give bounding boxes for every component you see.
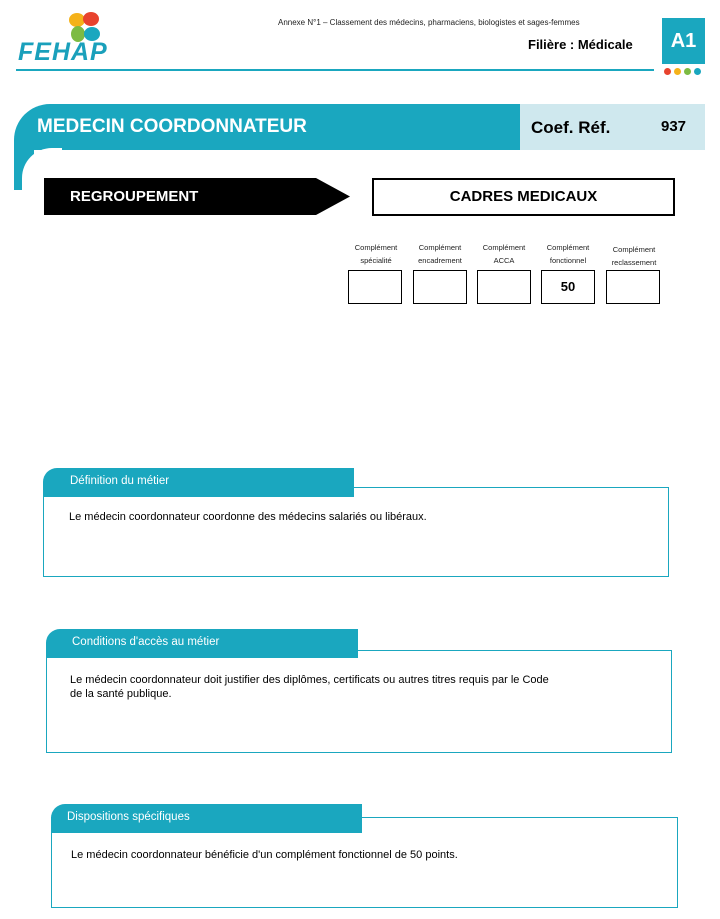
complement-label	[341, 242, 411, 267]
complement-label-line: ACCA	[493, 255, 515, 265]
coef-value: 937	[661, 118, 687, 135]
complement-label-line: encadrement	[418, 255, 462, 265]
complement-acca-field	[477, 270, 531, 304]
complement-label-line: Complément	[612, 245, 656, 254]
page-title: MEDECIN COORDONNATEUR	[37, 116, 307, 137]
complement-label-line: spécialité	[360, 255, 392, 265]
dot-red	[664, 68, 671, 75]
filiere-label: Filière : Médicale	[528, 37, 633, 52]
definition-text: Le médecin coordonnateur coordonne des médecins salariés ou libéraux.	[69, 511, 427, 523]
definition-section	[43, 487, 669, 577]
complement-encadrement-field	[413, 270, 467, 304]
complement-specialite-field	[348, 270, 402, 304]
annexe-caption: Annexe N°1 – Classement des médecins, pharmaciens, biologistes et sages-femmes	[278, 18, 580, 27]
complement-label-line: reclassement	[611, 257, 657, 267]
header-divider	[16, 69, 654, 71]
complement-label-line: Complément	[482, 243, 526, 252]
dispositions-title: Dispositions spécifiques	[67, 811, 190, 823]
conditions-text-line2: de la santé publique.	[70, 688, 172, 700]
complement-label-line: Complément	[354, 243, 398, 252]
complement-label	[469, 242, 539, 267]
regroupement-label: REGROUPEMENT	[70, 188, 199, 205]
complement-label-line: Complément	[418, 243, 462, 252]
dot-green	[684, 68, 691, 75]
complement-label-line: fonctionnel	[549, 255, 587, 265]
dispositions-text: Le médecin coordonnateur bénéficie d'un complément fonctionnel de 50 points.	[71, 849, 458, 861]
coef-label: Coef. Réf.	[531, 118, 611, 137]
complement-label	[405, 242, 475, 267]
logo-text: FEHAP	[18, 38, 108, 66]
conditions-title: Conditions d'accès au métier	[72, 636, 220, 648]
conditions-text-line1: Le médecin coordonnateur doit justifier des diplômes, certificats ou autres titres requis par le Code	[70, 674, 549, 686]
complement-label	[599, 244, 669, 269]
definition-title: Définition du métier	[70, 475, 170, 487]
complement-fonctionnel-field: 50	[541, 270, 595, 304]
category-badge: A1	[662, 18, 705, 64]
complement-label	[533, 242, 603, 267]
conditions-section	[46, 650, 672, 753]
complement-label-line: Complément	[546, 243, 590, 252]
dot-teal	[694, 68, 701, 75]
regroupement-value: CADRES MEDICAUX	[372, 178, 675, 216]
dot-yellow	[674, 68, 681, 75]
complement-reclassement-field	[606, 270, 660, 304]
